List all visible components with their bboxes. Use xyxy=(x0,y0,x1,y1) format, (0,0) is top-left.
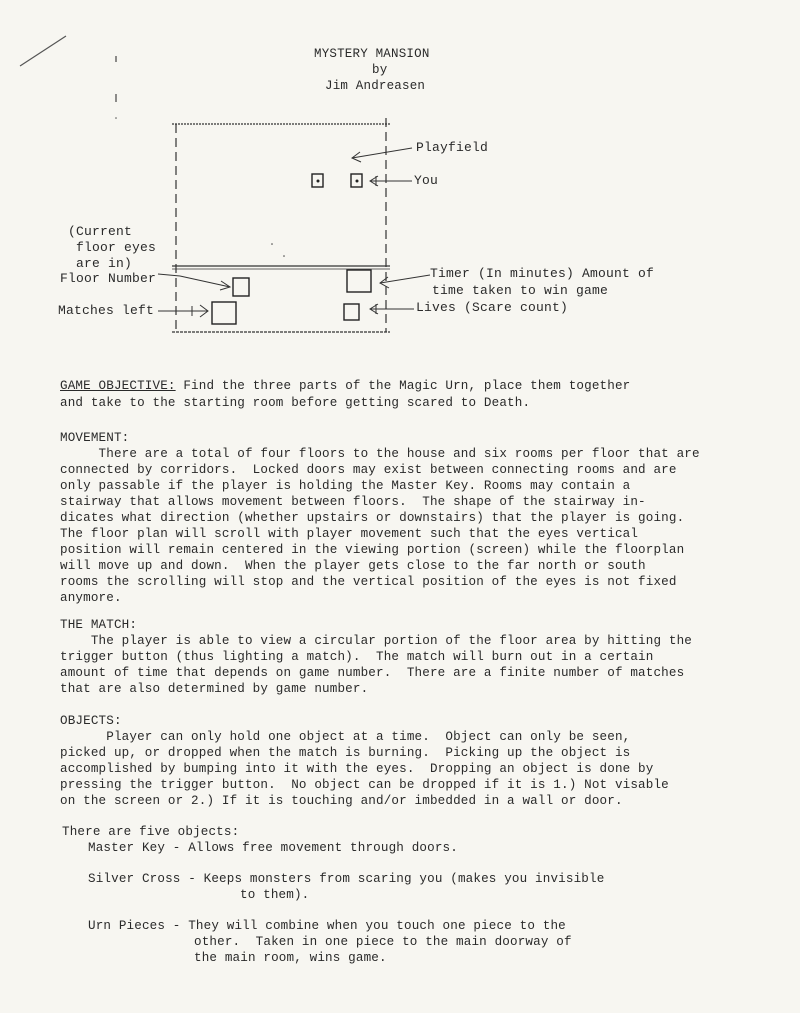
playfield-label: Playfield xyxy=(416,140,489,155)
lives-label: Lives (Scare count) xyxy=(416,300,569,315)
match-line: amount of time that depends on game number. There are a finite number of matches xyxy=(60,666,685,680)
current-floor-note-3: are in) xyxy=(76,256,133,271)
objects-line: picked up, or dropped when the match is burning. Picking up the object is xyxy=(60,746,631,760)
matches-left-label: Matches left xyxy=(58,303,155,318)
movement-line: connected by corridors. Locked doors may exist between connecting rooms and are xyxy=(60,463,677,477)
movement-line: anymore. xyxy=(60,591,122,605)
movement-line: There are a total of four floors to the house and six rooms per floor that are xyxy=(60,447,700,461)
floor-number-label: Floor Number xyxy=(60,271,157,286)
objects-heading: OBJECTS: xyxy=(60,714,122,728)
objective-heading: GAME OBJECTIVE: xyxy=(60,379,176,393)
doc-author: Jim Andreasen xyxy=(325,79,426,93)
timer-label: Timer (In minutes) Amount of xyxy=(430,266,655,281)
margin-marks xyxy=(108,50,128,140)
match-heading: THE MATCH: xyxy=(60,618,138,632)
master-key-item: Master Key - Allows free movement through doors. xyxy=(88,841,458,855)
five-objects-intro: There are five objects: xyxy=(62,825,240,839)
movement-line: position will remain centered in the viewing portion (screen) while the floorplan xyxy=(60,543,685,557)
objective-line-2: and take to the starting room before getting scared to Death. xyxy=(60,396,531,410)
objects-line: on the screen or 2.) If it is touching and/or imbedded in a wall or door. xyxy=(60,794,623,808)
urn-pieces-item: Urn Pieces - They will combine when you touch one piece to the xyxy=(88,919,566,933)
silver-cross-item: Silver Cross - Keeps monsters from scaring you (makes you invisible xyxy=(88,872,605,886)
match-line: The player is able to view a circular portion of the floor area by hitting the xyxy=(60,634,693,648)
objective-line-1: Find the three parts of the Magic Urn, place them together xyxy=(175,379,631,393)
doc-by: by xyxy=(372,63,388,77)
movement-line: The floor plan will scroll with player movement such that the eyes vertical xyxy=(60,527,639,541)
current-floor-note-2: floor eyes xyxy=(76,240,157,255)
you-label: You xyxy=(414,173,439,188)
doc-title: MYSTERY MANSION xyxy=(314,47,430,61)
silver-cross-item-2: to them). xyxy=(240,888,310,902)
current-floor-note-1: (Current xyxy=(68,224,133,239)
movement-line: will move up and down. When the player gets close to the far north or south xyxy=(60,559,646,573)
objects-line: pressing the trigger button. No object can be dropped if it is 1.) Not visable xyxy=(60,778,669,792)
movement-heading: MOVEMENT: xyxy=(60,431,130,445)
objects-line: Player can only hold one object at a time. Object can only be seen, xyxy=(60,730,631,744)
movement-line: only passable if the player is holding the Master Key. Rooms may contain a xyxy=(60,479,631,493)
movement-line: dicates what direction (whether upstairs or downstairs) that the player is going. xyxy=(60,511,685,525)
match-line: trigger button (thus lighting a match). The match will burn out in a certain xyxy=(60,650,654,664)
match-line: that are also determined by game number. xyxy=(60,682,369,696)
movement-line: rooms the scrolling will stop and the vertical position of the eyes is not fixed xyxy=(60,575,677,589)
urn-pieces-item-2: other. Taken in one piece to the main doorway of xyxy=(194,935,572,949)
urn-pieces-item-3: the main room, wins game. xyxy=(194,951,387,965)
movement-line: stairway that allows movement between floors. The shape of the stairway in- xyxy=(60,495,646,509)
objects-line: accomplished by bumping into it with the eyes. Dropping an object is done by xyxy=(60,762,654,776)
timer-label-2: time taken to win game xyxy=(432,283,609,298)
objective-block xyxy=(60,378,630,395)
